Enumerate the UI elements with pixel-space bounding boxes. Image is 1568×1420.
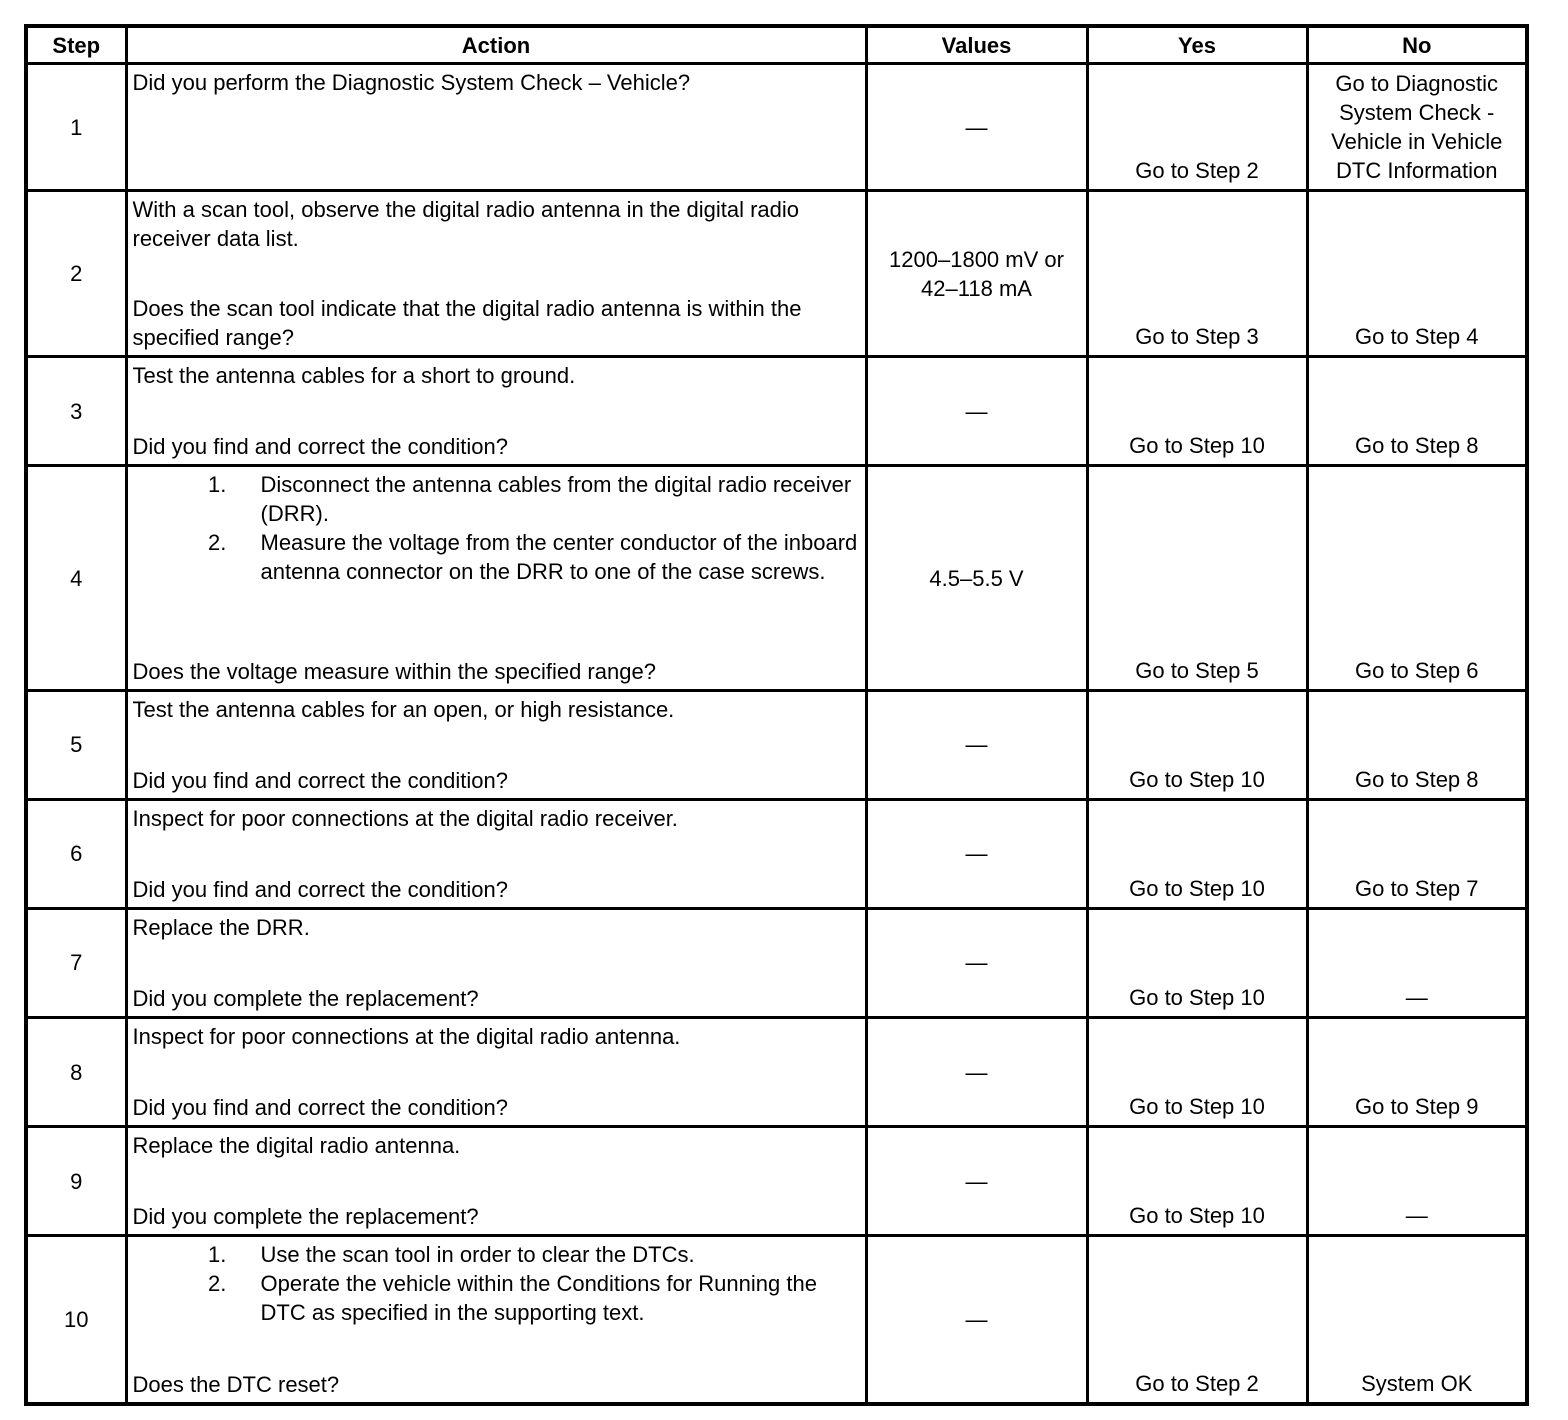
no-cell: Go to Step 9 <box>1307 1018 1527 1127</box>
no-cell: Go to Step 8 <box>1307 357 1527 466</box>
step-number: 5 <box>26 690 126 799</box>
table-row <box>26 191 1527 357</box>
header-step: Step <box>26 26 126 64</box>
value-cell: 1200–1800 mV or 42–118 mA <box>866 191 1087 357</box>
no-cell: — <box>1307 908 1527 1017</box>
step-number: 3 <box>26 357 126 466</box>
action-cell <box>126 466 866 690</box>
action-question: Did you find and correct the condition? <box>132 1095 508 1121</box>
action-question: Does the voltage measure within the specified range? <box>132 658 656 684</box>
action-question: Did you find and correct the condition? <box>132 434 508 460</box>
value-cell: — <box>866 64 1087 191</box>
yes-cell: Go to Step 10 <box>1087 690 1307 799</box>
action-instruction: With a scan tool, observe the digital radio antenna in the digital radio receiver data list. <box>132 197 800 252</box>
action-instruction: Replace the DRR. <box>132 914 310 940</box>
action-cell <box>126 191 866 357</box>
no-cell: — <box>1307 1127 1527 1236</box>
header-action: Action <box>126 26 866 64</box>
yes-cell: Go to Step 10 <box>1087 908 1307 1017</box>
action-question: Did you find and correct the condition? <box>132 876 508 902</box>
yes-cell: Go to Step 10 <box>1087 357 1307 466</box>
yes-cell: Go to Step 2 <box>1087 1236 1307 1404</box>
action-instruction: Inspect for poor connections at the digital radio antenna. <box>132 1024 681 1049</box>
header-yes: Yes <box>1087 26 1307 64</box>
table-row <box>26 64 1527 191</box>
header-values: Values <box>866 26 1087 64</box>
value-cell: — <box>866 908 1087 1017</box>
no-cell: Go to Step 4 <box>1307 191 1527 357</box>
no-cell: Go to Step 8 <box>1307 690 1527 799</box>
diagnostic-page <box>24 24 1525 1406</box>
action-cell <box>126 1236 866 1404</box>
table-row <box>26 1127 1527 1236</box>
action-instruction: Replace the digital radio antenna. <box>132 1133 461 1159</box>
value-cell: — <box>866 1127 1087 1236</box>
list-item: 2. Measure the voltage from the center conductor of the inboard antenna connector on the DRR to one of the case screws. <box>233 528 860 586</box>
value-cell: — <box>866 690 1087 799</box>
list-item: 1. Use the scan tool in order to clear the DTCs. <box>233 1240 860 1269</box>
no-cell: Go to Step 6 <box>1307 466 1527 690</box>
step-number: 8 <box>26 1018 126 1127</box>
no-cell: System OK <box>1307 1236 1527 1404</box>
action-cell <box>126 799 866 908</box>
action-question: Did you complete the replacement? <box>132 1204 479 1230</box>
action-cell <box>126 908 866 1017</box>
action-question: Does the DTC reset? <box>132 1372 340 1397</box>
yes-cell: Go to Step 10 <box>1087 1018 1307 1127</box>
action-instruction: Inspect for poor connections at the digital radio receiver. <box>132 805 678 831</box>
yes-cell: Go to Step 10 <box>1087 799 1307 908</box>
table-row <box>26 1236 1527 1404</box>
action-cell <box>126 357 866 466</box>
no-cell: Go to Step 7 <box>1307 799 1527 908</box>
value-cell: — <box>866 799 1087 908</box>
yes-cell: Go to Step 5 <box>1087 466 1307 690</box>
value-cell: — <box>866 1236 1087 1404</box>
action-question: Did you find and correct the condition? <box>132 767 508 793</box>
action-instruction: Test the antenna cables for an open, or high resistance. <box>132 696 675 722</box>
action-cell <box>126 64 866 191</box>
action-instruction-list <box>133 470 860 586</box>
step-number: 10 <box>26 1236 126 1404</box>
list-item: 1. Disconnect the antenna cables from the digital radio receiver (DRR). <box>233 470 860 528</box>
step-number: 7 <box>26 908 126 1017</box>
step-number: 9 <box>26 1127 126 1236</box>
action-instruction: Test the antenna cables for a short to ground. <box>132 363 576 389</box>
value-cell: 4.5–5.5 V <box>866 466 1087 690</box>
action-cell <box>126 1127 866 1236</box>
value-cell: — <box>866 357 1087 466</box>
table-row <box>26 908 1527 1017</box>
action-question: Does the scan tool indicate that the digital radio antenna is within the specified range? <box>132 296 802 351</box>
action-cell <box>126 690 866 799</box>
header-row <box>26 26 1527 64</box>
step-number: 2 <box>26 191 126 357</box>
action-cell <box>126 1018 866 1127</box>
header-no: No <box>1307 26 1527 64</box>
step-number: 1 <box>26 64 126 191</box>
action-question: Did you complete the replacement? <box>132 986 479 1011</box>
list-item: 2. Operate the vehicle within the Conditions for Running the DTC as specified in the supporting text. <box>233 1269 860 1327</box>
yes-cell: Go to Step 3 <box>1087 191 1307 357</box>
step-number: 4 <box>26 466 126 690</box>
table-row <box>26 690 1527 799</box>
table-row <box>26 466 1527 690</box>
value-cell: — <box>866 1018 1087 1127</box>
yes-cell: Go to Step 10 <box>1087 1127 1307 1236</box>
table-row <box>26 799 1527 908</box>
yes-cell: Go to Step 2 <box>1087 64 1307 191</box>
table-row <box>26 1018 1527 1127</box>
step-number: 6 <box>26 799 126 908</box>
action-question: Did you perform the Diagnostic System Check – Vehicle? <box>132 70 691 95</box>
no-cell: Go to Diagnostic System Check - Vehicle in Vehicle DTC Information <box>1307 64 1527 191</box>
diagnostic-table <box>24 24 1529 1406</box>
action-instruction-list <box>133 1240 860 1327</box>
table-row <box>26 357 1527 466</box>
